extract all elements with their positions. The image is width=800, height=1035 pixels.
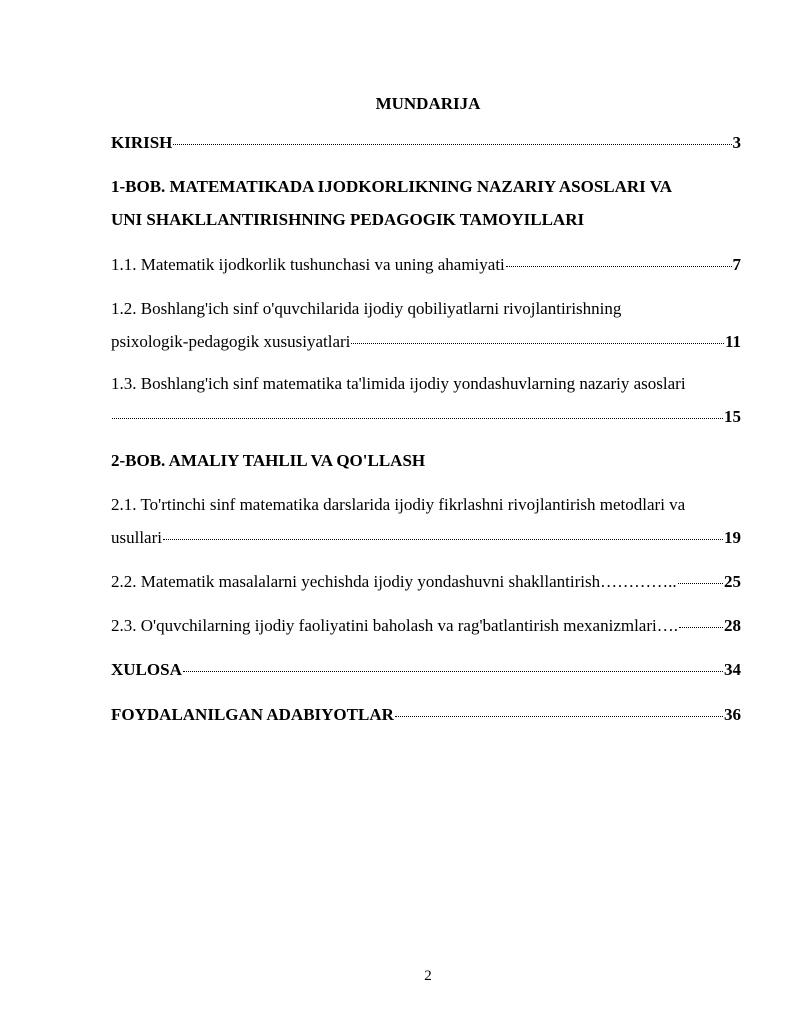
toc-entry-label: 2.2. Matematik masalalarni yechishda ijodiy yondashuvni shakllantirish bbox=[111, 572, 601, 591]
toc-entry-label-line-1: 1.2. Boshlang'ich sinf o'quvchilarida ijodiy qobiliyatlarni rivojlantirishning bbox=[111, 299, 622, 318]
dot-leader bbox=[163, 538, 723, 540]
toc-entry-1-2[interactable] bbox=[111, 292, 741, 358]
toc-entry-label: 2.3. O'quvchilarning ijodiy faoliyatini baholash va rag'batlantirish mexanizmlari bbox=[111, 616, 657, 635]
dot-leader bbox=[183, 670, 723, 672]
dot-leader bbox=[173, 143, 731, 145]
toc-entry-label-line-2: psixologik-pedagogik xususiyatlari bbox=[111, 332, 351, 351]
ellipsis-leader: ………….. bbox=[600, 572, 677, 591]
toc-entry-kirish[interactable] bbox=[111, 126, 741, 159]
toc-entry-1-3[interactable] bbox=[111, 367, 741, 433]
toc-entry-label-line-1: 2.1. To'rtinchi sinf matematika darslarida ijodiy fikrlashni rivojlantirish metodlari va bbox=[111, 495, 686, 514]
toc-entry-2-1[interactable] bbox=[111, 488, 741, 554]
toc-page-number: 3 bbox=[732, 133, 741, 152]
page-number: 2 bbox=[424, 968, 432, 984]
toc-chapter-2[interactable] bbox=[111, 444, 741, 477]
toc-entry-1-1[interactable] bbox=[111, 248, 741, 281]
dot-leader bbox=[678, 582, 723, 584]
dot-leader bbox=[506, 265, 732, 267]
toc-page-number: 11 bbox=[724, 332, 741, 351]
toc-title: MUNDARIJA bbox=[375, 94, 481, 113]
toc-entry-xulosa[interactable] bbox=[111, 653, 741, 686]
toc-entry-label: 1.1. Matematik ijodkorlik tushunchasi va uning ahamiyati bbox=[111, 255, 505, 274]
toc-entry-2-2[interactable] bbox=[111, 565, 741, 598]
toc-entry-2-3[interactable] bbox=[111, 609, 741, 642]
dot-leader bbox=[351, 342, 724, 344]
toc-page-number: 19 bbox=[724, 528, 741, 547]
dot-leader bbox=[112, 417, 723, 419]
toc-entry-label: 1.3. Boshlang'ich sinf matematika ta'limida ijodiy yondashuvlarning nazariy asoslari bbox=[111, 374, 686, 393]
toc-page-number: 36 bbox=[724, 705, 741, 724]
toc-entry-adabiyotlar[interactable] bbox=[111, 698, 741, 731]
toc-entry-label: KIRISH bbox=[111, 133, 173, 152]
toc-chapter-label: 2-BOB. AMALIY TAHLIL VA QO'LLASH bbox=[111, 451, 426, 470]
toc-entry-label-line-2: usullari bbox=[111, 528, 162, 547]
toc-page-number: 34 bbox=[724, 660, 741, 679]
dot-leader bbox=[395, 715, 723, 717]
toc-page-number: 15 bbox=[724, 407, 741, 426]
toc-entry-label: FOYDALANILGAN ADABIYOTLAR bbox=[111, 705, 394, 724]
dot-leader bbox=[679, 626, 723, 628]
ellipsis-leader: …. bbox=[656, 616, 678, 635]
toc-page-number: 25 bbox=[724, 572, 741, 591]
toc-page-number: 28 bbox=[724, 616, 741, 635]
toc-chapter-1[interactable] bbox=[111, 170, 741, 236]
toc-chapter-line-2: UNI SHAKLLANTIRISHNING PEDAGOGIK TAMOYILLARI bbox=[111, 210, 585, 229]
toc-entry-label: XULOSA bbox=[111, 660, 182, 679]
toc-page-number: 7 bbox=[732, 255, 741, 274]
toc-chapter-line-1: 1-BOB. MATEMATIKADA IJODKORLIKNING NAZARIY ASOSLARI VA bbox=[111, 177, 673, 196]
